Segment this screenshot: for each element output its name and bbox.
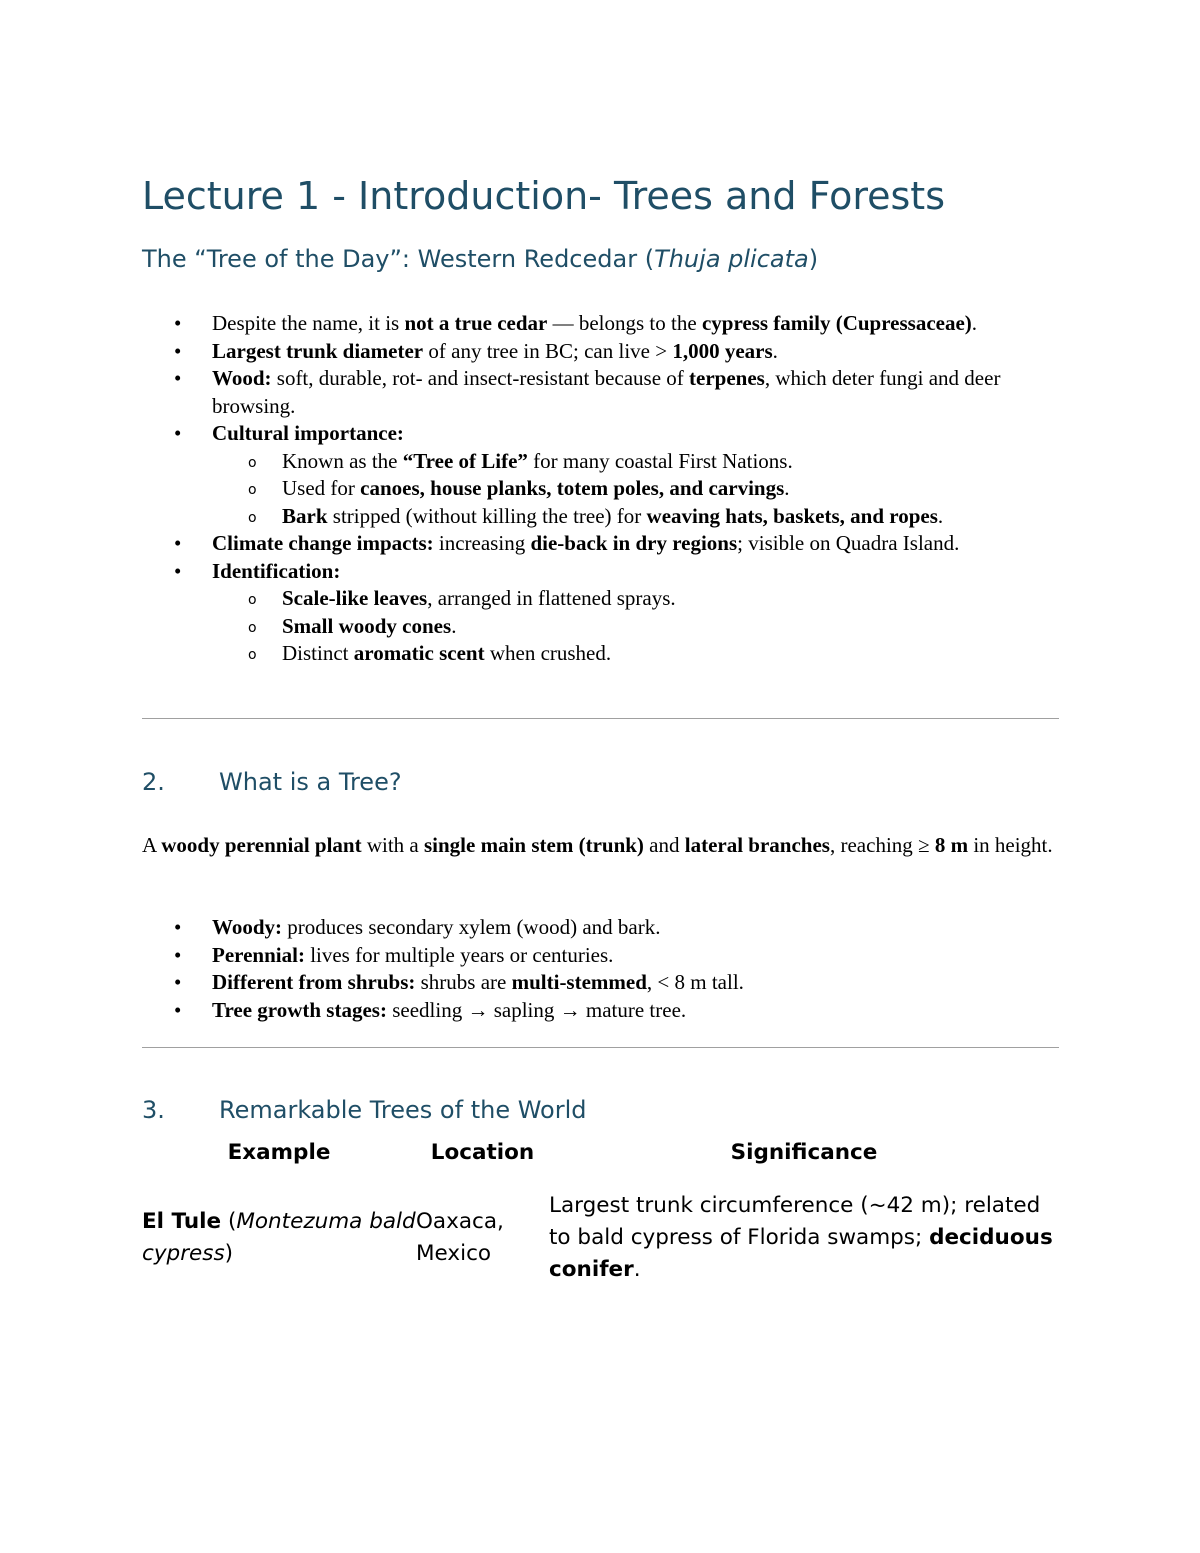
sub-list-item: o Scale-like leaves, arranged in flattened sprays. (212, 585, 1062, 613)
sub-list-item: o Distinct aromatic scent when crushed. (212, 640, 1062, 668)
table-row (142, 1174, 1059, 1286)
bullet-icon: • (174, 338, 182, 363)
section-2-heading (142, 768, 402, 796)
redcedar-bullet-list (142, 310, 1062, 668)
list-item: • Wood: soft, durable, rot- and insect-resistant because of terpenes, which deter fungi and deer browsing. (174, 366, 1001, 418)
list-item: • Despite the name, it is not a true cedar — belongs to the cypress family (Cupressaceae). (142, 310, 1062, 338)
horizontal-divider (142, 1047, 1059, 1048)
horizontal-divider (142, 718, 1059, 719)
list-item: • Climate change impacts: increasing die-back in dry regions; visible on Quadra Island. (142, 530, 1062, 558)
section-number: 3. (142, 1096, 165, 1124)
tree-of-day-prefix: The “Tree of the Day”: Western Redcedar ( (142, 245, 655, 273)
list-item: • Different from shrubs: shrubs are multi-stemmed, < 8 m tall. (142, 969, 1062, 997)
cultural-sub-list (212, 448, 1062, 531)
column-header-location: Location (430, 1140, 535, 1165)
tree-of-day-latin: Thuja plicata (654, 245, 809, 273)
sub-bullet-icon: o (248, 647, 257, 663)
bullet-icon: • (174, 558, 182, 583)
section-number: 2. (142, 768, 165, 796)
bullet-icon: • (174, 311, 182, 335)
section-title: Remarkable Trees of the World (219, 1096, 587, 1124)
sub-bullet-icon: o (248, 592, 257, 608)
sub-list-item: o Known as the “Tree of Life” for many coastal First Nations. (212, 448, 1062, 476)
table-header-row (142, 1140, 1059, 1174)
sub-bullet-icon: o (248, 509, 257, 526)
remarkable-trees-table (142, 1140, 1059, 1286)
list-item: • Cultural importance: o Known as the “Tree of Life” for many coastal First Nations. o Used for canoes, house planks, totem poles, and carvings. o Bark stripped (without killing the tree) for weaving hats, baskets, and ropes. (142, 420, 1062, 530)
location-cell: Oaxaca, Mexico (416, 1209, 504, 1266)
identification-sub-list (212, 585, 1062, 668)
section-title: What is a Tree? (219, 768, 402, 796)
sub-list-item: o Used for canoes, house planks, totem poles, and carvings. (212, 475, 1062, 503)
bullet-icon: • (174, 421, 182, 445)
tree-of-day-heading (142, 245, 818, 273)
list-item: • Woody: produces secondary xylem (wood) and bark. (142, 914, 1062, 942)
bullet-icon: • (174, 970, 182, 994)
tree-traits-list (142, 914, 1062, 1024)
column-header-significance: Significance (730, 1140, 878, 1165)
example-cell: El Tule (Montezuma bald cypress) (142, 1209, 416, 1266)
tree-of-day-suffix: ) (808, 245, 819, 273)
sub-bullet-icon: o (248, 619, 257, 636)
sub-bullet-icon: o (248, 482, 257, 498)
list-item: • Perennial: lives for multiple years or centuries. (142, 942, 1062, 970)
bullet-icon: • (174, 997, 182, 1022)
lecture-title: Lecture 1 - Introduction- Trees and Forests (142, 174, 945, 218)
sub-bullet-icon: o (248, 454, 257, 471)
list-item: • Identification: o Scale-like leaves, arranged in flattened sprays. o Small woody cones. o Distinct aromatic scent when crushed. (142, 558, 1062, 668)
bullet-icon: • (174, 366, 182, 390)
sub-list-item: o Bark stripped (without killing the tree) for weaving hats, baskets, and ropes. (212, 503, 1062, 531)
tree-definition: A woody perennial plant with a single main stem (trunk) and lateral branches, reaching ≥ 8 m in height. (142, 833, 1053, 857)
bullet-icon: • (174, 915, 182, 939)
bullet-icon: • (174, 942, 182, 967)
section-3-heading (142, 1096, 587, 1124)
sub-list-item: o Small woody cones. (212, 613, 1062, 641)
list-item: • Largest trunk diameter of any tree in BC; can live > 1,000 years. (142, 338, 1062, 366)
bullet-icon: • (174, 531, 182, 555)
column-header-example: Example (227, 1140, 331, 1165)
significance-cell: Largest trunk circumference (~42 m); related to bald cypress of Florida swamps; deciduous conifer. (549, 1193, 1053, 1282)
list-item: • Tree growth stages: seedling → sapling → mature tree. (142, 997, 1062, 1025)
